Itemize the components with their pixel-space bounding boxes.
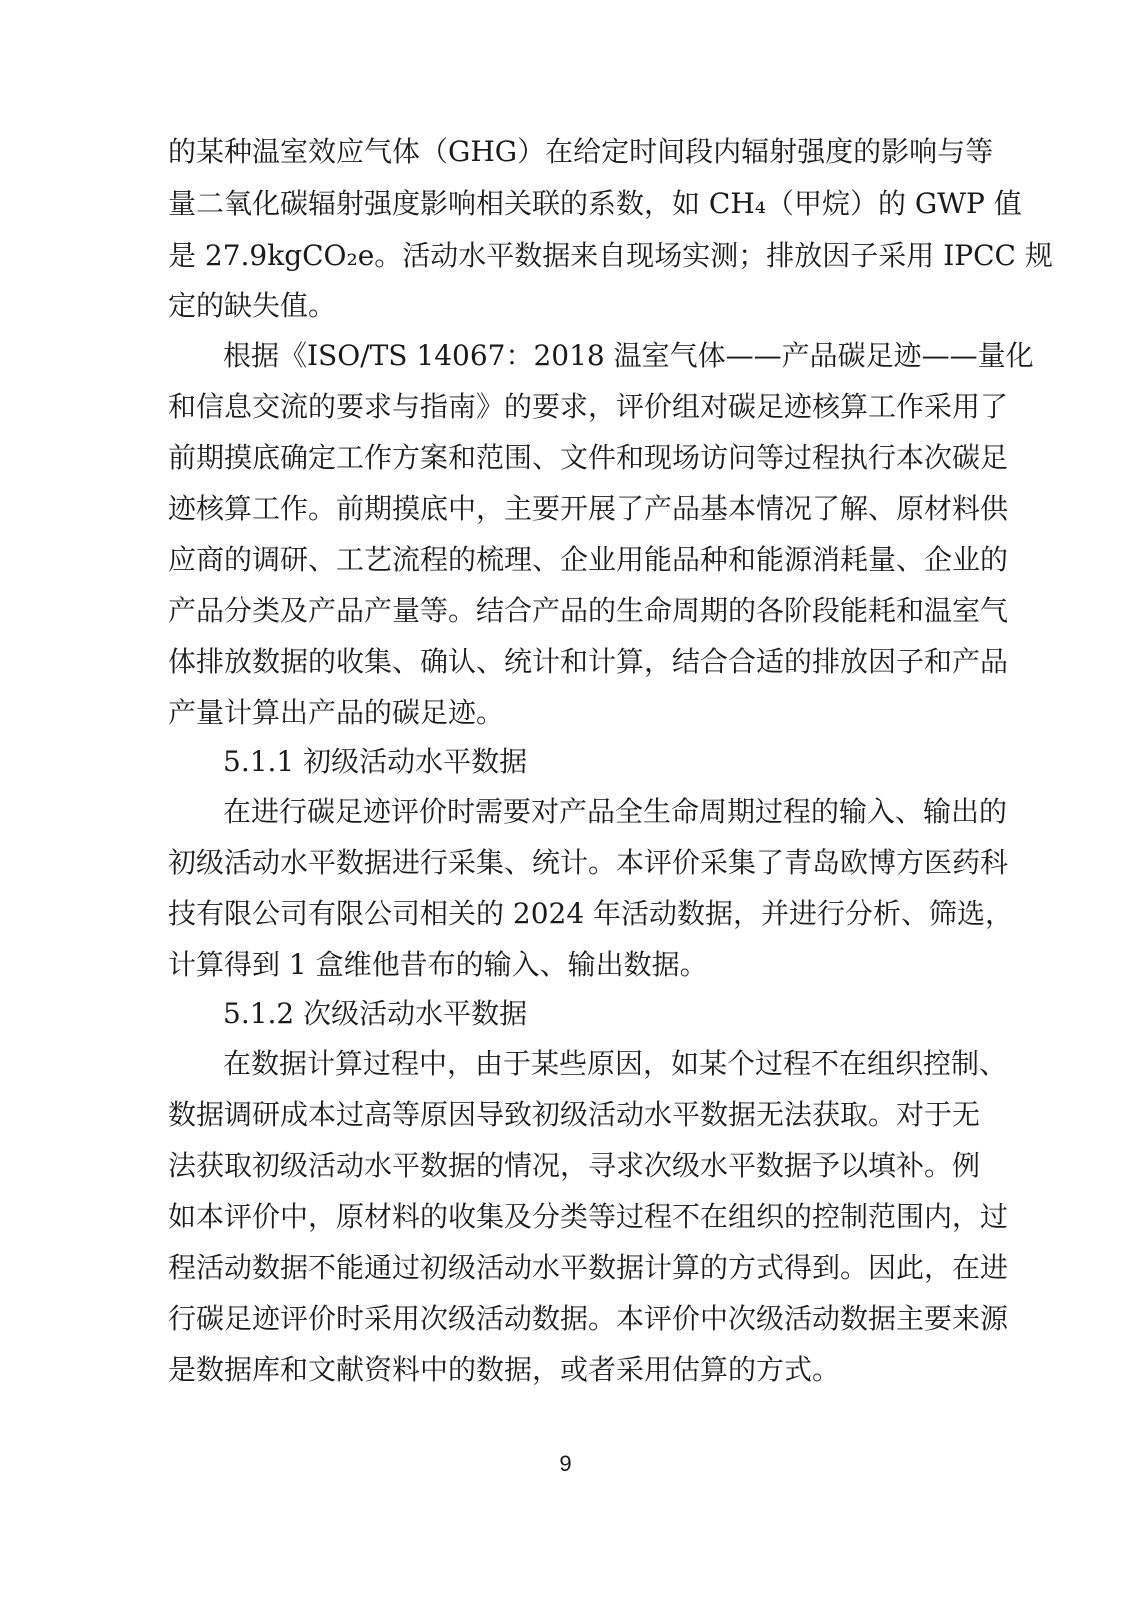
section-512-line-1: 在数据计算过程中，由于某些原因，如某个过程不在组织控制、 [223,1047,1008,1080]
paragraph-2-line-6: 产品分类及产品产量等。结合产品的生命周期的各阶段能耗和温室气 [168,594,1009,627]
paragraph-2-line-4: 迹核算工作。前期摸底中，主要开展了产品基本情况了解、原材料供 [168,492,1009,525]
paragraph-2-line-1: 根据《ISO/TS 14067：2018 温室气体——产品碳足迹——量化 [223,339,1034,372]
paragraph-2-line-7: 体排放数据的收集、确认、统计和计算，结合合适的排放因子和产品 [168,645,1009,678]
section-512-line-7: 是数据库和文献资料中的数据，或者采用估算的方式。 [168,1353,841,1386]
section-512-line-3: 法获取初级活动水平数据的情况，寻求次级水平数据予以填补。例 [168,1149,981,1182]
section-511-heading: 5.1.1 初级活动水平数据 [223,745,528,778]
paragraph-1-line-1: 的某种温室效应气体（GHG）在给定时间段内辐射强度的影响与等 [168,135,994,168]
paragraph-1-line-2: 量二氧化碳辐射强度影响相关联的系数，如 CH₄（甲烷）的 GWP 值 [168,187,1022,220]
section-512-line-6: 行碳足迹评价时采用次级活动数据。本评价中次级活动数据主要来源 [168,1302,1009,1335]
paragraph-2-line-8: 产量计算出产品的碳足迹。 [168,696,505,729]
page-number: 9 [559,1451,572,1476]
section-511-line-2: 初级活动水平数据进行采集、统计。本评价采集了青岛欧博方医药科 [168,846,1009,879]
paragraph-2-line-2: 和信息交流的要求与指南》的要求，评价组对碳足迹核算工作采用了 [168,390,1009,423]
section-512-line-5: 程活动数据不能通过初级活动水平数据计算的方式得到。因此，在进 [168,1251,1009,1284]
section-512-heading: 5.1.2 次级活动水平数据 [223,997,528,1030]
section-511-line-3: 技有限公司有限公司相关的 2024 年活动数据，并进行分析、筛选， [168,897,1014,930]
paragraph-2-line-5: 应商的调研、工艺流程的梳理、企业用能品种和能源消耗量、企业的 [168,543,1009,576]
section-511-line-4: 计算得到 1 盒维他昔布的输入、输出数据。 [168,948,708,981]
section-511-line-1: 在进行碳足迹评价时需要对产品全生命周期过程的输入、输出的 [223,795,1008,828]
paragraph-1-line-3: 是 27.9kgCO₂e。活动水平数据来自现场实测；排放因子采用 IPCC 规 [168,239,1053,272]
section-512-line-4: 如本评价中，原材料的收集及分类等过程不在组织的控制范围内，过 [168,1200,1009,1233]
paragraph-1-line-4: 定的缺失值。 [168,289,337,322]
section-512-line-2: 数据调研成本过高等原因导致初级活动水平数据无法获取。对于无 [168,1098,981,1131]
paragraph-2-line-3: 前期摸底确定工作方案和范围、文件和现场访问等过程执行本次碳足 [168,441,1009,474]
